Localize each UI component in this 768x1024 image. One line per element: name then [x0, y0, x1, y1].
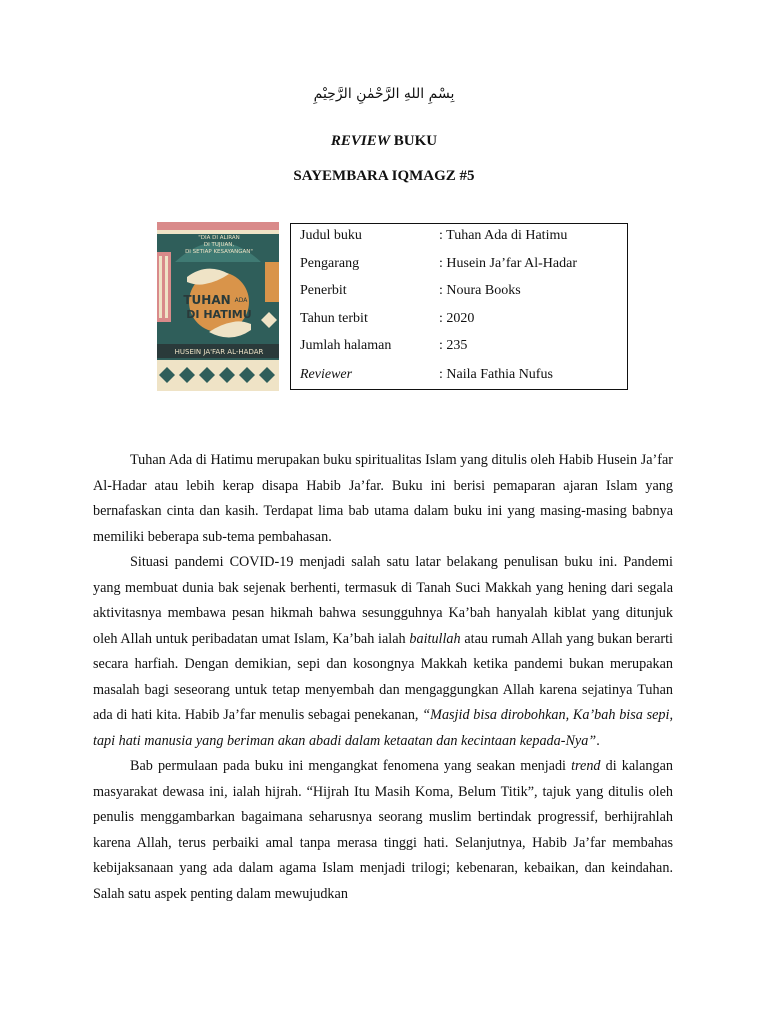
info-row-year: [291, 307, 627, 331]
title-italic: REVIEW: [330, 133, 391, 149]
cover-top-text-1: "DIA DI ALIRAN: [198, 235, 240, 241]
review-body: [93, 448, 673, 907]
info-value: : Husein Ja’far Al-Hadar: [439, 256, 578, 271]
book-info-table: [290, 223, 628, 390]
p3-text-c: di kalangan masyarakat dewasa ini, ialah hijrah. “Hijrah Itu Masih Koma, Belum Titik”, tajuk yang ditulis oleh penulis menggambarkan bagaimana seharusnya seorang muslim bertindak progressif, berhijrahlah karena Allah, terus perbaiki amal tanpa merasa tinggi hati. Selanjutnya, Habib Ja’far membahas kebijaksanaan yang ada dalam agama Islam menjadi trilogi; kebenaran, kebaikan, dan keindahan. Salah satu aspek penting dalam mewujudkan: [93, 758, 673, 902]
cover-top-text-2: DI TUJUAN,: [203, 242, 235, 248]
info-value: : 2020: [439, 311, 475, 326]
paragraph-3: [93, 754, 673, 907]
info-key: Judul buku: [300, 228, 362, 243]
info-row-pages: [291, 334, 627, 358]
info-key: Pengarang: [300, 256, 360, 271]
p2-quote: “Masjid bisa dirobohkan, Ka’bah bisa sepi, tapi hati manusia yang beriman akan abadi dalam ketaatan dan kecintaan kepada-Nya”: [93, 707, 673, 749]
p3-text-a: Bab permulaan pada buku ini mengangkat fenomena yang seakan menjadi: [130, 758, 572, 774]
p2-text-a: Situasi pandemi COVID-19 menjadi salah satu latar belakang penulisan buku ini. Pandemi yang membuat dunia bak sejenak berhenti, termasuk di Tanah Suci Makkah yang hening dari segala aktivitasnya membawa pesan hikmah bahwa sesungguhnya Ka’bah hanyalah kiblat yang ditunjuk oleh Allah untuk peribadatan umat Islam, Ka’bah ialah: [93, 554, 673, 647]
info-key: Tahun terbit: [300, 311, 368, 326]
info-key: Jumlah halaman: [300, 338, 392, 353]
book-cover-image: [157, 222, 279, 391]
cover-top-text-3: DI SETIAP KESAYANGAN": [185, 249, 253, 255]
title-rest: BUKU: [390, 133, 438, 149]
document-subtitle: SAYEMBARA IQMAGZ #5: [293, 168, 475, 184]
cover-author: HUSEIN JA'FAR AL-HADAR: [174, 348, 264, 356]
info-row-publisher: [291, 279, 627, 303]
cover-title-ada: ADA: [234, 297, 248, 304]
info-value: : Tuhan Ada di Hatimu: [439, 228, 568, 243]
p3-italic-trend: trend: [571, 758, 601, 774]
cover-title-1: TUHAN: [183, 293, 231, 307]
info-row-reviewer: [291, 363, 627, 387]
info-row-author: [291, 252, 627, 276]
paragraph-2: [93, 550, 673, 754]
info-value: : Noura Books: [439, 283, 521, 298]
info-key: Reviewer: [300, 367, 353, 382]
info-value: : 235: [439, 338, 468, 353]
cover-title-2: DI HATIMU: [186, 308, 252, 321]
info-value: : Naila Fathia Nufus: [439, 367, 553, 382]
p2-text-e: .: [596, 732, 600, 749]
p2-text-c: atau rumah Allah yang bukan berarti secara harfiah. Dengan demikian, sepi dan kosongnya Makkah ketika pandemi bukan merupakan masalah bagi seseorang untuk tetap menyembah dan mengaggungkan Allah karena sejatinya Tuhan ada di hati kita. Habib Ja’far menulis sebagai penekanan,: [93, 630, 673, 723]
document-title: [0, 133, 768, 150]
basmalah: بِسْمِ اللهِ الرَّحْمٰنِ الرَّحِيْمِ: [313, 86, 455, 102]
info-row-title: [291, 224, 627, 248]
info-key: Penerbit: [300, 283, 347, 298]
p2-italic-baitullah: baitullah: [409, 630, 461, 647]
paragraph-1: Tuhan Ada di Hatimu merupakan buku spiritualitas Islam yang ditulis oleh Habib Husein Ja’far Al-Hadar atau lebih kerap disapa Habib Ja’far. Buku ini berisi pemaparan ajaran Islam yang bernafaskan cinta dan kasih. Terdapat lima bab utama dalam buku ini yang masing-masing babnya memiliki beberapa sub-tema pembahasan.: [93, 452, 673, 545]
